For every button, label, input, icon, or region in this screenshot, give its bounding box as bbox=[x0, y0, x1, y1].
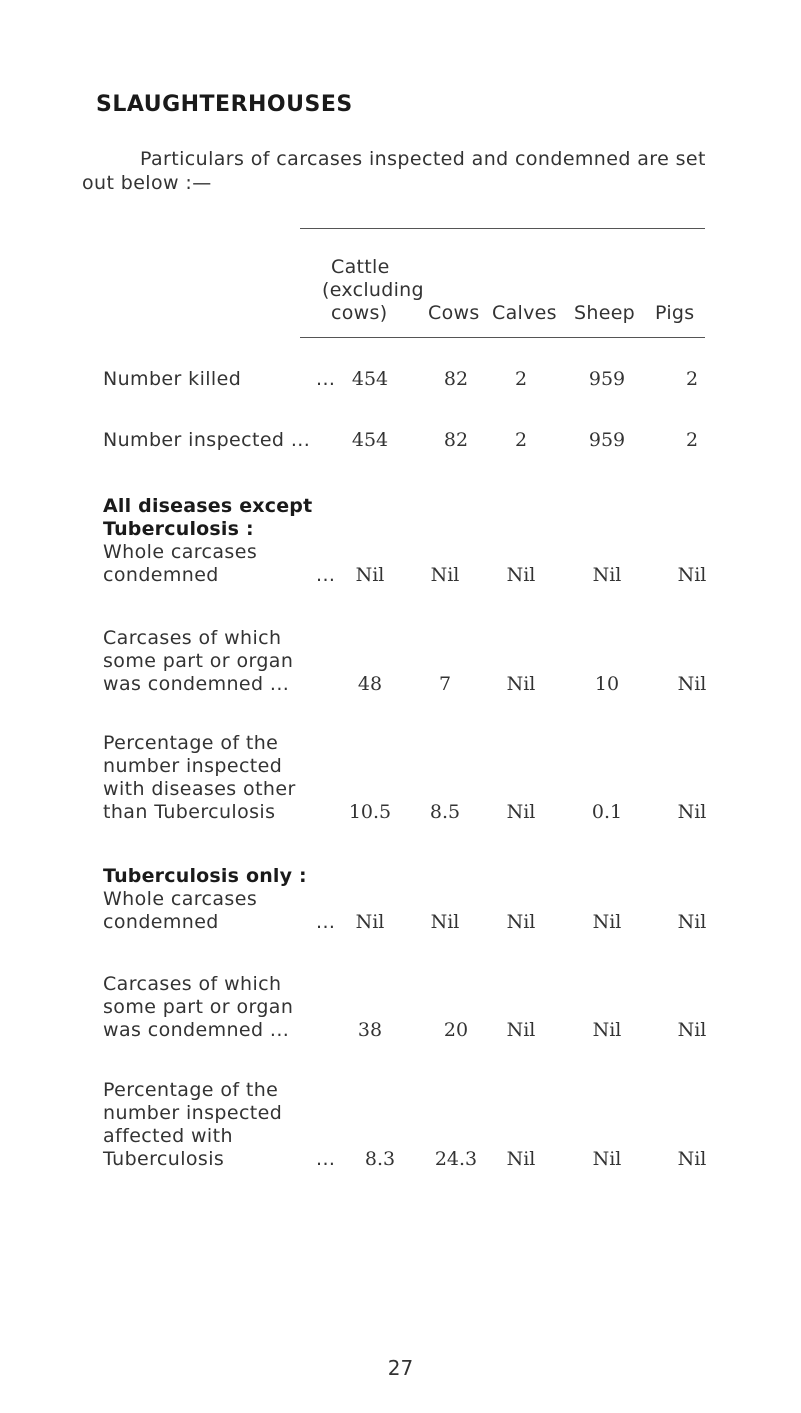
row-label-text: some part or organ bbox=[103, 996, 294, 1018]
cell-number-killed-pigs: 2 bbox=[685, 368, 699, 390]
cell-part-condemned-1-pigs: Nil bbox=[677, 673, 707, 695]
page-heading: SLAUGHTERHOUSES bbox=[96, 92, 353, 117]
cell-part-condemned-2-cows: 20 bbox=[443, 1019, 469, 1041]
cell-whole-carcases-1-pigs: Nil bbox=[677, 564, 707, 586]
cell-whole-carcases-1-calves: Nil bbox=[506, 564, 536, 586]
row-label-number-inspected bbox=[103, 429, 333, 452]
row-label-text: Tuberculosis bbox=[103, 1148, 225, 1170]
cell-number-killed-calves: 2 bbox=[514, 368, 528, 390]
cell-whole-carcases-2-pigs: Nil bbox=[677, 911, 707, 933]
col-header-calves: Calves bbox=[492, 302, 557, 324]
cell-part-condemned-1-cattle: 48 bbox=[357, 673, 383, 695]
col-header-cattle-line3: cows) bbox=[331, 302, 388, 324]
row-label-text: was condemned ... bbox=[103, 673, 290, 695]
row-label-text: Carcases of which bbox=[103, 627, 282, 649]
cell-number-inspected-cattle: 454 bbox=[351, 429, 389, 451]
cell-percentage-1-calves: Nil bbox=[506, 801, 536, 823]
row-label-text: with diseases other bbox=[103, 778, 296, 800]
cell-percentage-2-calves: Nil bbox=[506, 1148, 536, 1170]
cell-percentage-1-sheep: 0.1 bbox=[591, 801, 623, 823]
cell-part-condemned-1-sheep: 10 bbox=[594, 673, 620, 695]
section-heading-line: Tuberculosis : bbox=[103, 518, 254, 540]
leader-dots: ... bbox=[316, 368, 336, 390]
table-top-rule bbox=[300, 228, 705, 229]
cell-percentage-1-cattle: 10.5 bbox=[348, 801, 392, 823]
row-label-percentage-2 bbox=[103, 1079, 336, 1171]
row-label-part-condemned-2 bbox=[103, 973, 333, 1042]
section-heading-tuberculosis-only bbox=[103, 865, 333, 888]
cell-percentage-2-cattle: 8.3 bbox=[364, 1148, 396, 1170]
cell-whole-carcases-2-sheep: Nil bbox=[592, 911, 622, 933]
cell-percentage-1-cows: 8.5 bbox=[429, 801, 461, 823]
cell-percentage-2-cows: 24.3 bbox=[434, 1148, 478, 1170]
row-label-text: Number killed bbox=[103, 368, 242, 390]
leader-dots: ... bbox=[316, 1148, 336, 1170]
cell-percentage-1-pigs: Nil bbox=[677, 801, 707, 823]
col-header-pigs: Pigs bbox=[655, 302, 695, 324]
section-heading-line: Tuberculosis only : bbox=[103, 865, 307, 887]
row-label-whole-carcases-1 bbox=[103, 541, 336, 587]
cell-number-inspected-cows: 82 bbox=[443, 429, 469, 451]
row-label-text: than Tuberculosis bbox=[103, 801, 276, 823]
row-label-text: Percentage of the bbox=[103, 732, 279, 754]
cell-part-condemned-1-calves: Nil bbox=[506, 673, 536, 695]
cell-part-condemned-2-calves: Nil bbox=[506, 1019, 536, 1041]
col-header-sheep: Sheep bbox=[574, 302, 636, 324]
cell-part-condemned-2-sheep: Nil bbox=[592, 1019, 622, 1041]
cell-whole-carcases-2-calves: Nil bbox=[506, 911, 536, 933]
table-header-rule bbox=[300, 337, 705, 338]
row-label-text: Carcases of which bbox=[103, 973, 282, 995]
cell-part-condemned-1-cows: 7 bbox=[438, 673, 452, 695]
cell-number-inspected-sheep: 959 bbox=[588, 429, 626, 451]
row-label-text: affected with bbox=[103, 1125, 233, 1147]
col-header-cows: Cows bbox=[428, 302, 480, 324]
cell-percentage-2-pigs: Nil bbox=[677, 1148, 707, 1170]
cell-number-inspected-pigs: 2 bbox=[685, 429, 699, 451]
row-label-whole-carcases-2 bbox=[103, 888, 336, 934]
section-heading-all-diseases bbox=[103, 495, 333, 541]
cell-number-killed-cattle: 454 bbox=[351, 368, 389, 390]
page-number: 27 bbox=[387, 1356, 414, 1380]
intro-paragraph: Particulars of carcases inspected and condemned are set out below :— bbox=[82, 148, 706, 194]
cell-whole-carcases-1-cows: Nil bbox=[430, 564, 460, 586]
row-label-number-killed bbox=[103, 368, 336, 391]
leader-dots: ... bbox=[316, 911, 336, 933]
row-label-part-condemned-1 bbox=[103, 627, 333, 696]
row-label-text: number inspected bbox=[103, 1102, 283, 1124]
row-label-text: Percentage of the bbox=[103, 1079, 279, 1101]
row-label-text: Whole carcases bbox=[103, 541, 258, 563]
row-label-text: was condemned ... bbox=[103, 1019, 290, 1041]
row-label-text: condemned bbox=[103, 911, 219, 933]
cell-whole-carcases-1-sheep: Nil bbox=[592, 564, 622, 586]
cell-whole-carcases-1-cattle: Nil bbox=[355, 564, 385, 586]
cell-part-condemned-2-cattle: 38 bbox=[357, 1019, 383, 1041]
leader-dots: ... bbox=[316, 564, 336, 586]
row-label-text: Number inspected ... bbox=[103, 429, 311, 451]
section-heading-line: All diseases except bbox=[103, 495, 313, 517]
row-label-text: number inspected bbox=[103, 755, 283, 777]
row-label-text: condemned bbox=[103, 564, 219, 586]
col-header-cattle-line2: (excluding bbox=[322, 279, 424, 301]
col-header-cattle-line1: Cattle bbox=[331, 256, 390, 278]
cell-part-condemned-2-pigs: Nil bbox=[677, 1019, 707, 1041]
cell-whole-carcases-2-cows: Nil bbox=[430, 911, 460, 933]
cell-number-inspected-calves: 2 bbox=[514, 429, 528, 451]
cell-number-killed-cows: 82 bbox=[443, 368, 469, 390]
row-label-text: Whole carcases bbox=[103, 888, 258, 910]
row-label-percentage-1 bbox=[103, 732, 333, 824]
cell-number-killed-sheep: 959 bbox=[588, 368, 626, 390]
cell-percentage-2-sheep: Nil bbox=[592, 1148, 622, 1170]
cell-whole-carcases-2-cattle: Nil bbox=[355, 911, 385, 933]
row-label-text: some part or organ bbox=[103, 650, 294, 672]
